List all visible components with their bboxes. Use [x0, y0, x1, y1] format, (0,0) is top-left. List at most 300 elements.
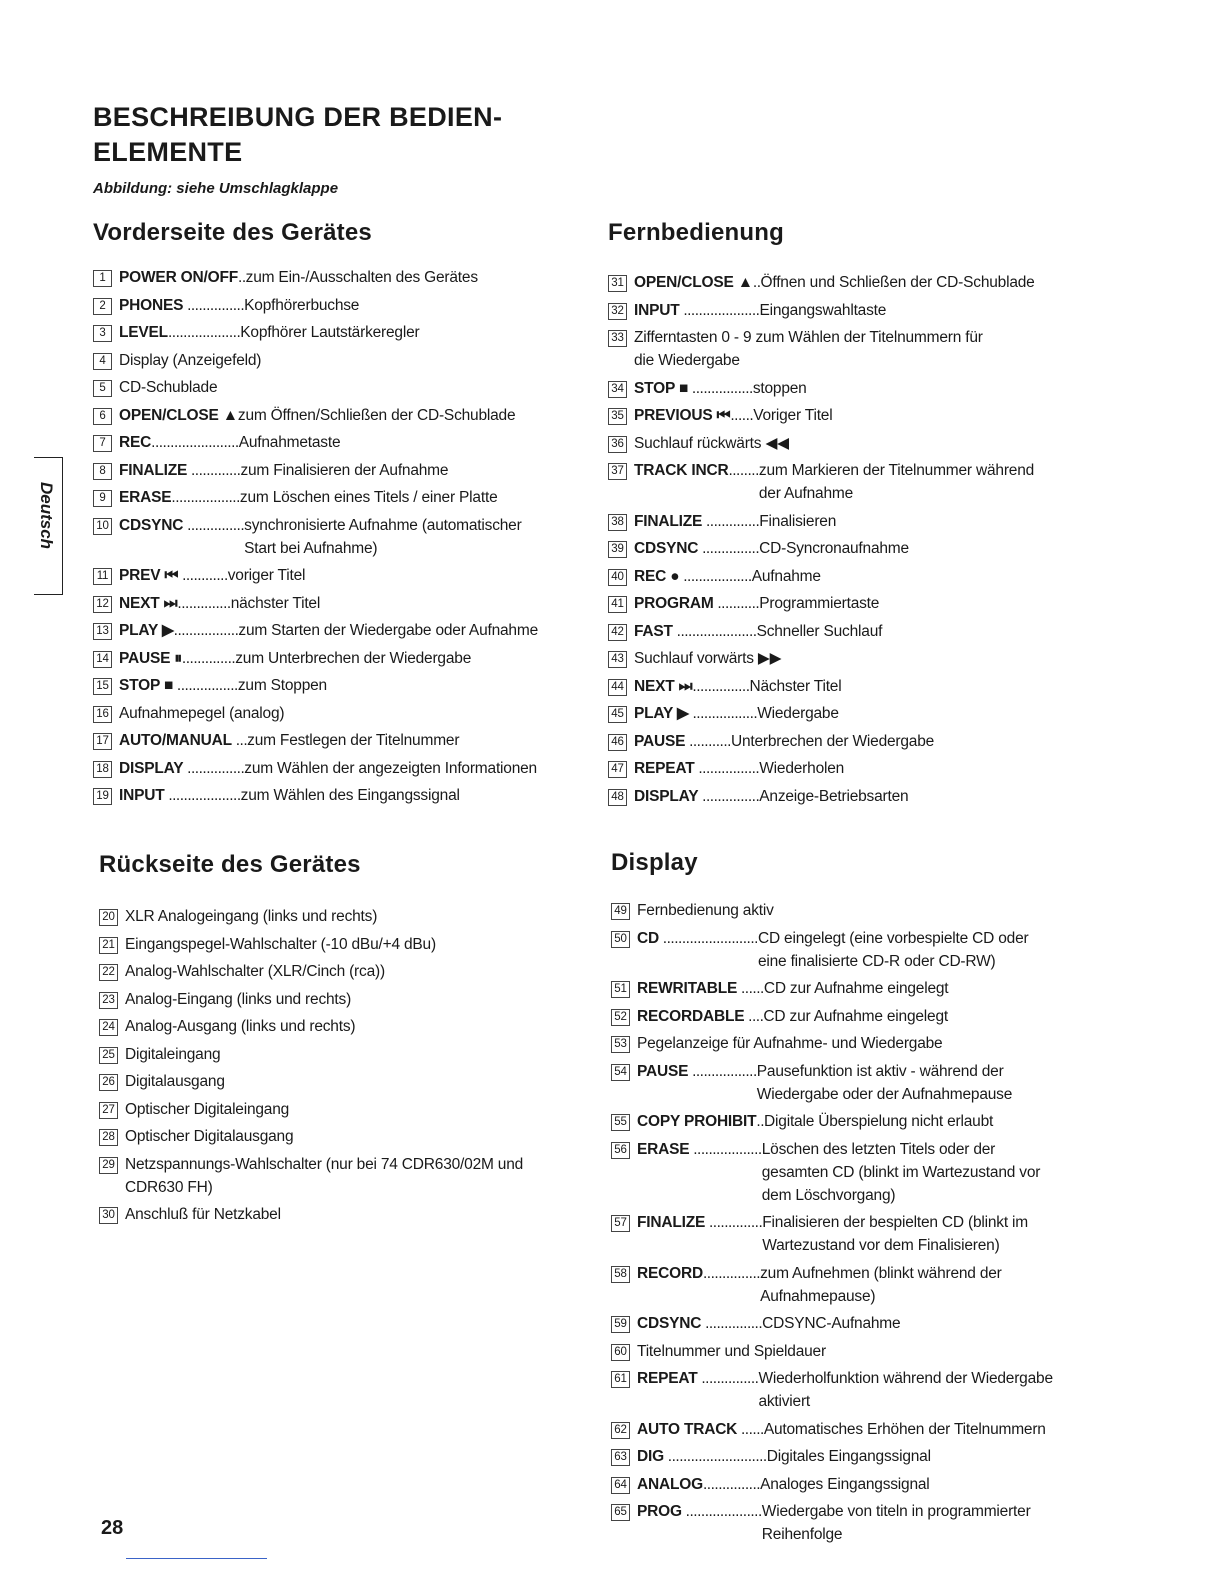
list-item — [611, 1262, 1091, 1308]
item-number-badge: 49 — [611, 903, 630, 920]
control-name: PROGRAM — [634, 595, 714, 612]
item-control-label — [119, 459, 240, 482]
control-name: PAUSE — [634, 732, 686, 750]
leader-dots: ............... — [702, 1264, 761, 1282]
item-description — [759, 757, 1088, 780]
item-control-label — [634, 675, 750, 698]
leader-dots: ................. — [688, 1062, 757, 1080]
page-title — [93, 100, 502, 170]
control-name: AUTO/MANUAL — [119, 732, 232, 749]
description-line: CD-Schublade — [119, 379, 218, 396]
item-description — [757, 702, 1088, 725]
item-number-badge: 35 — [608, 408, 627, 425]
item-number-badge: 8 — [93, 463, 112, 480]
description-line: Löschen des letzten Titels oder der — [761, 1140, 996, 1158]
description-line: Wiedergabe — [757, 705, 839, 722]
item-control-label — [119, 592, 231, 615]
back-panel-list — [99, 905, 579, 1226]
item-number-badge: 26 — [99, 1074, 118, 1091]
control-name: CD — [637, 929, 659, 947]
leader-dots: ................... — [167, 324, 241, 341]
item-number-badge: 64 — [611, 1477, 630, 1494]
leader-dots: .... — [744, 1007, 764, 1025]
list-item — [99, 1043, 579, 1066]
description-line: voriger Titel — [227, 567, 306, 584]
description-line: Display (Anzeigefeld) — [119, 351, 262, 369]
item-number-badge: 47 — [608, 761, 627, 778]
leader-dots: ........... — [685, 732, 731, 750]
leader-dots: ................ — [688, 379, 753, 397]
item-description — [762, 1211, 1091, 1257]
back-panel-section — [99, 851, 579, 1231]
section-heading-display: Display — [611, 849, 698, 876]
item-control-label — [119, 619, 238, 642]
item-number-badge: 14 — [93, 651, 112, 668]
item-description — [637, 1340, 1091, 1363]
item-number-badge: 19 — [93, 788, 112, 805]
description-line: Kopfhörer Lautstärkeregler — [240, 324, 420, 341]
item-control-label — [119, 757, 244, 780]
list-item — [608, 620, 1088, 643]
item-control-label — [119, 294, 244, 317]
list-item — [611, 1138, 1091, 1207]
leader-dots: ....................... — [151, 434, 239, 451]
item-number-badge: 41 — [608, 596, 627, 613]
item-number-badge: 62 — [611, 1422, 630, 1439]
list-item — [611, 1445, 1091, 1468]
item-control-label — [637, 977, 764, 1000]
item-description — [763, 1005, 1091, 1028]
item-control-label — [119, 486, 240, 509]
display-section — [611, 849, 1091, 1551]
list-item — [93, 619, 583, 642]
description-line: Optischer Digitalausgang — [125, 1128, 294, 1145]
item-control-label — [119, 266, 246, 289]
remote-control-section — [608, 219, 1088, 812]
list-item — [99, 988, 579, 1011]
description-line: Suchlauf vorwärts ▶▶ — [634, 650, 782, 667]
list-item — [93, 514, 583, 560]
description-line: Aufnahme — [751, 567, 821, 585]
description-line: Nächster Titel — [749, 677, 842, 695]
description-line: dem Löschvorgang) — [761, 1186, 896, 1204]
item-description — [240, 486, 583, 509]
list-item — [608, 537, 1088, 560]
description-line: zum Markieren der Titelnummer während — [758, 462, 1035, 479]
item-description — [757, 620, 1088, 643]
leader-dots: ................ — [173, 677, 238, 694]
item-control-label — [119, 784, 241, 807]
item-number-badge: 43 — [608, 651, 627, 668]
item-control-label — [634, 404, 753, 427]
description-line: Anschluß für Netzkabel — [125, 1206, 281, 1223]
list-item — [611, 1418, 1091, 1441]
control-name: STOP ■ — [634, 379, 689, 397]
item-number-badge: 4 — [93, 353, 112, 370]
item-control-label — [637, 1418, 764, 1441]
description-line: XLR Analogeingang (links und rechts) — [125, 908, 378, 925]
item-description — [244, 294, 583, 317]
item-description — [231, 592, 583, 615]
item-number-badge: 51 — [611, 981, 630, 998]
item-description — [761, 271, 1088, 294]
list-item — [608, 510, 1088, 533]
list-item — [93, 321, 583, 344]
description-line: zum Öffnen/Schließen der CD-Schublade — [237, 406, 516, 424]
item-description — [238, 404, 583, 427]
item-number-badge: 18 — [93, 761, 112, 778]
item-description — [241, 784, 583, 807]
control-name: OPEN/CLOSE ▲ — [119, 406, 238, 424]
item-control-label — [634, 620, 757, 643]
item-control-label — [637, 927, 758, 950]
leader-dots: ............ — [178, 567, 228, 584]
item-description — [125, 1153, 579, 1199]
control-name: PLAY ▶ — [634, 705, 689, 722]
control-name: DIG — [637, 1448, 664, 1465]
item-description — [228, 564, 583, 587]
leader-dots: .................... — [679, 301, 760, 319]
description-line: Pausefunktion ist aktiv - während der — [756, 1062, 1004, 1080]
item-description — [760, 1262, 1091, 1308]
description-line: CD zur Aufnahme eingelegt — [763, 1007, 948, 1025]
list-item — [608, 271, 1088, 294]
item-description — [764, 1418, 1091, 1441]
list-item — [608, 592, 1088, 615]
list-item — [611, 899, 1091, 922]
item-description — [767, 1445, 1091, 1468]
leader-dots: .............. — [705, 1214, 763, 1231]
description-line: Digitales Eingangssignal — [766, 1448, 931, 1465]
description-line: Digitale Überspielung nicht erlaubt — [764, 1113, 994, 1130]
item-description — [244, 514, 583, 560]
control-name: RECORDABLE — [637, 1007, 745, 1025]
item-description — [238, 619, 583, 642]
leader-dots: ........ — [728, 462, 759, 479]
item-number-badge: 42 — [608, 624, 627, 641]
control-name: TRACK INCR — [634, 462, 729, 479]
list-item — [611, 1312, 1091, 1335]
control-name: NEXT ⏭ — [119, 594, 178, 612]
item-number-badge: 28 — [99, 1129, 118, 1146]
description-line: Wiedergabe von titeln in programmierter — [761, 1503, 1031, 1520]
language-side-tab — [34, 457, 63, 595]
description-line: Netzspannungs-Wahlschalter (nur bei 74 CDR630/02M und — [125, 1155, 524, 1173]
description-line: Aufnahmetaste — [238, 434, 341, 451]
description-line: Eingangswahltaste — [759, 301, 887, 319]
control-name: REPEAT — [634, 760, 695, 777]
description-line: Suchlauf rückwärts ◀◀ — [634, 434, 789, 452]
front-panel-list — [93, 266, 583, 807]
description-line: Aufnahmepause) — [760, 1287, 876, 1305]
list-item — [608, 404, 1088, 427]
item-description — [762, 1500, 1091, 1546]
item-number-badge: 50 — [611, 931, 630, 948]
leader-dots: ............... — [697, 1370, 759, 1387]
description-line: Kopfhörerbuchse — [244, 296, 360, 314]
item-description — [247, 729, 583, 752]
control-name: PREV ⏮ — [119, 567, 179, 584]
list-item — [608, 675, 1088, 698]
item-number-badge: 60 — [611, 1344, 630, 1361]
item-description — [246, 266, 583, 289]
control-name: RECORD — [637, 1264, 703, 1282]
description-line: Analog-Ausgang (links und rechts) — [125, 1018, 356, 1035]
list-item — [608, 730, 1088, 753]
item-description — [240, 321, 583, 344]
control-name: REPEAT — [637, 1370, 698, 1387]
item-description — [731, 730, 1088, 753]
item-number-badge: 31 — [608, 275, 627, 292]
item-description — [125, 1203, 579, 1226]
list-item — [608, 565, 1088, 588]
list-item — [611, 927, 1091, 973]
list-item — [93, 376, 583, 399]
list-item — [608, 432, 1088, 455]
item-number-badge: 21 — [99, 937, 118, 954]
item-number-badge: 23 — [99, 992, 118, 1009]
item-number-badge: 24 — [99, 1019, 118, 1036]
leader-dots: ............... — [183, 759, 245, 777]
item-description — [634, 647, 1088, 670]
item-number-badge: 37 — [608, 463, 627, 480]
item-control-label — [119, 321, 240, 344]
item-control-label — [634, 537, 759, 560]
item-description — [125, 988, 579, 1011]
list-item — [608, 702, 1088, 725]
leader-dots: ...... — [737, 1420, 764, 1438]
subtitle: Abbildung: siehe Umschlagklappe — [93, 180, 339, 197]
leader-dots: .................. — [689, 1140, 762, 1158]
item-number-badge: 20 — [99, 909, 118, 926]
page-number: 28 — [101, 1517, 124, 1539]
list-item — [611, 1500, 1091, 1546]
item-control-label — [119, 431, 239, 454]
item-description — [125, 1043, 579, 1066]
list-item — [611, 1211, 1091, 1257]
leader-dots: ............... — [183, 296, 245, 314]
item-control-label — [119, 674, 238, 697]
list-item — [93, 486, 583, 509]
item-number-badge: 32 — [608, 303, 627, 320]
item-number-badge: 44 — [608, 679, 627, 696]
item-number-badge: 7 — [93, 435, 112, 452]
leader-dots: .................. — [171, 489, 240, 506]
list-item — [99, 1203, 579, 1226]
item-number-badge: 65 — [611, 1504, 630, 1521]
description-line: Analog-Eingang (links und rechts) — [125, 990, 352, 1008]
item-description — [240, 459, 583, 482]
list-item — [608, 647, 1088, 670]
control-name: DISPLAY — [119, 759, 184, 777]
description-line: der Aufnahme — [758, 485, 854, 502]
description-line: Reihenfolge — [761, 1526, 843, 1543]
item-number-badge: 13 — [93, 623, 112, 640]
control-name: PAUSE — [637, 1062, 689, 1080]
description-line: Aufnahmepegel (analog) — [119, 704, 285, 722]
item-number-badge: 61 — [611, 1371, 630, 1388]
item-description — [758, 927, 1091, 973]
list-item — [99, 933, 579, 956]
item-number-badge: 12 — [93, 596, 112, 613]
item-description — [757, 1060, 1091, 1106]
description-line: Titelnummer und Spieldauer — [637, 1342, 826, 1360]
item-description — [753, 377, 1088, 400]
item-description — [637, 899, 1091, 922]
item-description — [764, 1110, 1091, 1133]
list-item — [93, 294, 583, 317]
leader-dots: ...... — [730, 407, 754, 424]
leader-dots: .................. — [679, 567, 752, 585]
list-item — [608, 377, 1088, 400]
list-item — [611, 1367, 1091, 1413]
control-name: ANALOG — [637, 1475, 703, 1493]
item-description — [125, 1098, 579, 1121]
item-description — [762, 1138, 1091, 1207]
control-name: STOP ■ — [119, 677, 174, 694]
leader-dots: ................ — [694, 760, 760, 777]
leader-dots: ............... — [698, 540, 760, 557]
item-control-label — [637, 1110, 764, 1133]
item-control-label — [634, 592, 759, 615]
leader-dots: .............. — [181, 649, 236, 667]
item-number-badge: 17 — [93, 733, 112, 750]
item-description — [752, 565, 1088, 588]
item-control-label — [119, 514, 244, 537]
list-item — [611, 977, 1091, 1000]
control-name: REC ● — [634, 567, 680, 585]
description-line: Schneller Suchlauf — [756, 622, 883, 640]
item-number-badge: 30 — [99, 1207, 118, 1224]
item-number-badge: 46 — [608, 734, 627, 751]
description-line: zum Stoppen — [237, 677, 327, 694]
description-line: die Wiedergabe — [634, 352, 740, 369]
section-heading-remote: Fernbedienung — [608, 219, 784, 246]
item-description — [125, 905, 579, 928]
description-line: Voriger Titel — [753, 407, 833, 424]
list-item — [611, 1032, 1091, 1055]
description-line: Fernbedienung aktiv — [637, 902, 774, 919]
control-name: FINALIZE — [634, 512, 703, 530]
description-line: CD-Syncronaufnahme — [759, 540, 909, 557]
item-number-badge: 52 — [611, 1009, 630, 1026]
item-control-label — [637, 1473, 760, 1496]
description-line: Analoges Eingangssignal — [760, 1475, 930, 1493]
item-number-badge: 39 — [608, 541, 627, 558]
description-line: stoppen — [752, 379, 807, 397]
list-item — [99, 1070, 579, 1093]
section-heading-back: Rückseite des Gerätes — [99, 851, 361, 878]
control-name: PREVIOUS ⏮ — [634, 407, 731, 424]
list-item — [93, 702, 583, 725]
description-line: Pegelanzeige für Aufnahme- und Wiedergabe — [637, 1035, 943, 1052]
leader-dots: .. — [238, 269, 246, 286]
item-number-badge: 48 — [608, 789, 627, 806]
description-line: Zifferntasten 0 - 9 zum Wählen der Titelnummern für — [634, 329, 983, 346]
item-number-badge: 36 — [608, 436, 627, 453]
control-name: PLAY ▶ — [119, 622, 174, 639]
item-description — [637, 1032, 1091, 1055]
item-control-label — [637, 1211, 762, 1234]
section-heading-front: Vorderseite des Gerätes — [93, 219, 372, 246]
control-name: PAUSE ⏸ — [119, 649, 182, 667]
description-line: zum Aufnehmen (blinkt während der — [760, 1264, 1002, 1282]
list-item — [93, 592, 583, 615]
leader-dots: ............... — [701, 1315, 763, 1332]
leader-dots: ..................... — [672, 622, 757, 640]
list-item — [93, 564, 583, 587]
item-description — [759, 785, 1088, 808]
control-name: FINALIZE — [637, 1214, 706, 1231]
leader-dots: .. — [752, 274, 761, 291]
item-description — [759, 299, 1088, 322]
item-description — [764, 977, 1091, 1000]
list-item — [99, 1153, 579, 1199]
control-name: PROG — [637, 1503, 682, 1520]
item-number-badge: 15 — [93, 678, 112, 695]
item-control-label — [119, 564, 228, 587]
item-number-badge: 33 — [608, 330, 627, 347]
description-line: Digitalausgang — [125, 1073, 225, 1090]
control-name: NEXT ⏭ — [634, 677, 693, 695]
item-control-label — [637, 1367, 758, 1390]
leader-dots: ................. — [173, 622, 239, 639]
item-control-label — [119, 647, 235, 670]
list-item — [93, 729, 583, 752]
item-description — [125, 1070, 579, 1093]
leader-dots: ... — [231, 732, 248, 749]
item-number-badge: 38 — [608, 514, 627, 531]
item-control-label — [634, 702, 757, 725]
list-item — [611, 1110, 1091, 1133]
description-line: zum Wählen des Eingangssignal — [240, 787, 460, 804]
list-item — [99, 960, 579, 983]
item-control-label — [634, 785, 759, 808]
language-label: Deutsch — [37, 482, 56, 550]
leader-dots: ........... — [713, 595, 760, 612]
description-line: Unterbrechen der Wiedergabe — [730, 732, 935, 750]
item-control-label — [634, 299, 759, 322]
description-line: zum Unterbrechen der Wiedergabe — [235, 649, 472, 667]
description-line: Wiedergabe oder der Aufnahmepause — [756, 1085, 1013, 1103]
control-name: FINALIZE — [119, 461, 188, 479]
item-description — [119, 702, 583, 725]
leader-dots: ................... — [164, 787, 241, 804]
list-item — [99, 1125, 579, 1148]
description-line: zum Finalisieren der Aufnahme — [240, 461, 449, 479]
description-line: Eingangspegel-Wahlschalter (-10 dBu/+4 dBu) — [125, 935, 436, 953]
leader-dots: ............... — [702, 1475, 761, 1493]
front-panel-section — [93, 219, 583, 812]
control-name: REWRITABLE — [637, 980, 738, 997]
list-item — [611, 1005, 1091, 1028]
control-name: INPUT — [119, 787, 165, 804]
item-description — [125, 933, 579, 956]
list-item — [93, 404, 583, 427]
item-control-label — [634, 757, 759, 780]
title-line-1: BESCHREIBUNG DER BEDIEN- — [93, 102, 503, 132]
description-line: Finalisieren der bespielten CD (blinkt im — [762, 1214, 1029, 1231]
description-line: zum Starten der Wiedergabe oder Aufnahme — [238, 622, 538, 639]
item-number-badge: 11 — [93, 568, 112, 585]
item-description — [244, 757, 583, 780]
title-line-2: ELEMENTE — [93, 137, 243, 167]
item-control-label — [634, 565, 752, 588]
list-item — [93, 757, 583, 780]
item-number-badge: 29 — [99, 1157, 118, 1174]
item-description — [759, 592, 1088, 615]
control-name: COPY PROHIBIT — [637, 1113, 757, 1130]
